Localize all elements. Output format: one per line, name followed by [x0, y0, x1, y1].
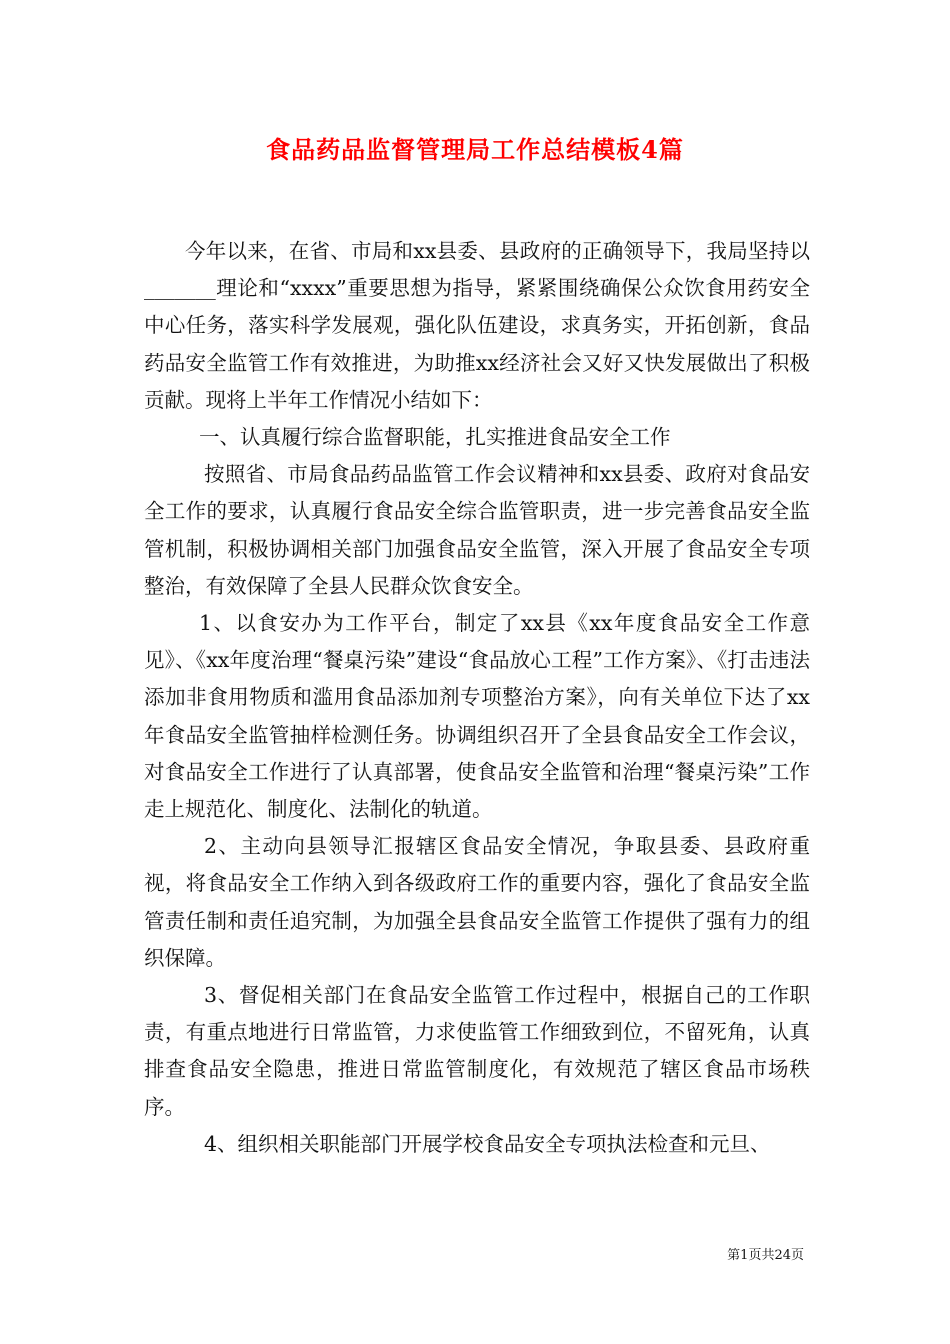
paragraph-item-4: 4、组织相关职能部门开展学校食品安全专项执法检查和元旦、: [204, 1131, 771, 1156]
paragraph-item-2: 2、主动向县领导汇报辖区食品安全情况，争取县委、县政府重视，将食品安全工作纳入到各级政府工作的重要内容，强化了食品安全监管责任制和责任追究制，为加强全县食品安全监管工作提供了强有力的组织保障。: [144, 834, 810, 970]
paragraph-item-3: 3、督促相关部门在食品安全监管工作过程中，根据自己的工作职责，有重点地进行日常监管，力求使监管工作细致到位，不留死角，认真排查食品安全隐患，推进日常监管制度化，有效规范了辖区食品市场秩序。: [144, 983, 810, 1119]
page-number-footer: 第1页共24页: [727, 1248, 804, 1263]
document-title: 食品药品监督管理局工作总结模板4篇: [266, 135, 684, 164]
document-body: [144, 233, 810, 1163]
paragraph-section-1-intro: 按照省、市局食品药品监管工作会议精神和xx县委、政府对食品安全工作的要求，认真履行食品安全综合监管职责，进一步完善食品安全监管机制，积极协调相关部门加强食品安全监管，深入开展了食品安全专项整治，有效保障了全县人民群众饮食安全。: [144, 462, 810, 598]
paragraph-intro: 今年以来，在省、市局和xx县委、县政府的正确领导下，我局坚持以_______理论和“xxxx”重要思想为指导，紧紧围绕确保公众饮食用药安全中心任务，落实科学发展观，强化队伍建设，求真务实，开拓创新，食品药品安全监管工作有效推进，为助推xx经济社会又好又快发展做出了积极贡献。现将上半年工作情况小结如下：: [144, 239, 810, 412]
paragraph-item-1: 1、以食安办为工作平台，制定了xx县《xx年度食品安全工作意见》、《xx年度治理“餐桌污染”建设“食品放心工程”工作方案》、《打击违法添加非食用物质和滥用食品添加剂专项整治方案》，向有关单位下达了xx年食品安全监管抽样检测任务。协调组织召开了全县食品安全工作会议，对食品安全工作进行了认真部署，使食品安全监管和治理“餐桌污染”工作走上规范化、制度化、法制化的轨道。: [144, 611, 810, 822]
section-heading-1: 一、认真履行综合监督职能，扎实推进食品安全工作: [199, 425, 671, 450]
